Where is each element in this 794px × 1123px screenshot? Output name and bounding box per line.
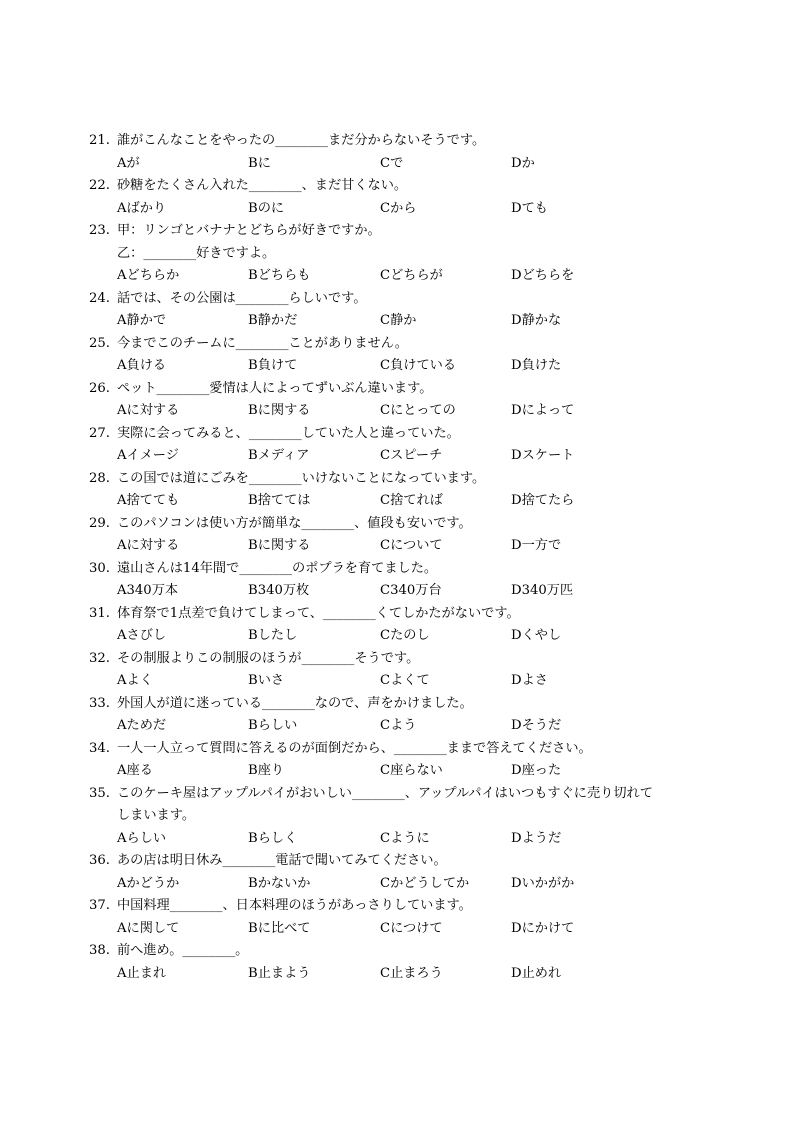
answer-option-d: D捨てたら <box>511 493 575 508</box>
answer-option-b: Bに比べて <box>248 920 311 936</box>
question-item <box>89 513 729 558</box>
question-number: 36. <box>89 853 110 868</box>
question-text: 誰がこんなことをやったの________まだ分からないそうです。 <box>117 133 486 148</box>
question-item <box>89 693 729 738</box>
answer-options <box>89 198 729 221</box>
question-text: このパソコンは使い方が簡単な________、値段も安いです。 <box>117 515 472 531</box>
answer-options <box>89 310 729 333</box>
question-stem <box>89 513 729 536</box>
answer-option-b: Bのに <box>248 200 285 216</box>
question-stem <box>89 378 729 401</box>
question-number: 28. <box>89 470 110 486</box>
answer-option-b: B340万枚 <box>248 583 310 598</box>
answer-option-d: Dようだ <box>511 830 562 846</box>
question-stem <box>89 648 729 671</box>
answer-option-b: Bしたし <box>248 628 298 643</box>
question-list <box>89 130 729 985</box>
answer-option-c: Cかどうしてか <box>380 875 470 891</box>
answer-options <box>89 265 729 288</box>
answer-option-c: Cで <box>380 155 404 171</box>
answer-option-c: C止まろう <box>380 965 443 981</box>
answer-options <box>89 535 729 558</box>
question-text: あの店は明日休み________電話で聞いてみてください。 <box>117 853 447 868</box>
question-stem <box>89 603 729 626</box>
answer-options <box>89 153 729 176</box>
question-number: 30. <box>89 560 110 576</box>
answer-option-a: Aに対する <box>117 403 180 418</box>
answer-option-a: A静かで <box>117 313 167 328</box>
question-stem <box>89 850 729 873</box>
answer-options <box>89 873 729 896</box>
question-number: 23. <box>89 223 110 238</box>
answer-option-d: Dどちらを <box>511 268 575 283</box>
question-text: 砂糖をたくさん入れた________、まだ甘くない。 <box>117 178 408 193</box>
question-text: このケーキ屋はアップルパイがおいしい________、アップルパイはいつもすぐに売り切れて <box>117 785 653 801</box>
answer-option-d: D一方で <box>511 538 562 553</box>
answer-option-b: Bどちらも <box>248 268 311 283</box>
answer-option-c: C340万台 <box>380 583 442 598</box>
question-stem <box>89 130 729 153</box>
question-number: 27. <box>89 425 110 441</box>
question-item <box>89 468 729 513</box>
question-number: 33. <box>89 695 110 711</box>
answer-option-d: Dよさ <box>511 673 548 688</box>
question-continuation <box>89 243 729 266</box>
answer-option-c: Cについて <box>380 538 443 553</box>
question-text: その制服よりこの制服のほうが________そうです。 <box>117 650 420 666</box>
answer-option-b: Bらしい <box>248 718 298 733</box>
question-text: 外国人が道に迷っている________なので、声をかけました。 <box>117 695 473 711</box>
answer-options <box>89 400 729 423</box>
question-text: 体育祭で1点差で負けてしまって、________くてしかたがないです。 <box>117 605 520 621</box>
question-item <box>89 220 729 288</box>
question-stem <box>89 940 729 963</box>
answer-option-c: Cにつけて <box>380 920 443 936</box>
answer-option-b: Bに関する <box>248 538 311 553</box>
answer-option-d: D座った <box>511 763 562 778</box>
answer-option-b: Bに <box>248 155 271 171</box>
answer-option-a: A止まれ <box>117 965 167 981</box>
answer-option-a: Aさびし <box>117 628 167 643</box>
question-continuation <box>89 805 729 828</box>
answer-option-d: D静かな <box>511 313 562 328</box>
answer-option-b: Bに関する <box>248 403 311 418</box>
answer-option-c: C静か <box>380 313 417 328</box>
answer-option-d: D負けた <box>511 358 562 373</box>
answer-option-c: Cように <box>380 830 430 846</box>
question-number: 26. <box>89 380 110 396</box>
answer-option-a: Aばかり <box>117 200 167 216</box>
question-text: 遠山さんは14年間で________のポプラを育てました。 <box>117 560 438 576</box>
question-item <box>89 378 729 423</box>
answer-option-a: Aどちらか <box>117 268 180 283</box>
question-stem <box>89 693 729 716</box>
answer-option-a: Aかどうか <box>117 875 180 891</box>
answer-option-c: Cよくて <box>380 673 430 688</box>
question-stem <box>89 333 729 356</box>
question-stem <box>89 175 729 198</box>
question-text: 甲：リンゴとバナナとどちらが好きですか。 <box>117 223 381 238</box>
answer-option-c: Cよう <box>380 718 417 733</box>
answer-option-a: A捨てても <box>117 493 180 508</box>
answer-option-a: Aためだ <box>117 718 167 733</box>
question-item <box>89 895 729 940</box>
answer-options <box>89 760 729 783</box>
question-stem <box>89 783 729 806</box>
question-number: 38. <box>89 943 110 958</box>
question-text: 今までこのチームに________ことがありません。 <box>117 335 408 351</box>
answer-option-a: Aに対する <box>117 538 180 553</box>
answer-option-d: Dスケート <box>511 448 575 463</box>
answer-option-c: C座らない <box>380 763 443 778</box>
question-item <box>89 603 729 648</box>
question-number: 34. <box>89 740 110 756</box>
answer-option-a: Aイメージ <box>117 448 179 463</box>
answer-options <box>89 918 729 941</box>
answer-option-d: Dか <box>511 155 535 171</box>
answer-option-a: A負ける <box>117 358 167 373</box>
question-item <box>89 558 729 603</box>
answer-option-a: Aに関して <box>117 920 180 936</box>
question-stem <box>89 895 729 918</box>
question-item <box>89 738 729 783</box>
question-number: 29. <box>89 515 110 531</box>
answer-options <box>89 963 729 986</box>
question-number: 24. <box>89 290 110 306</box>
question-stem <box>89 558 729 581</box>
question-text: 話では、その公園は________らしいです。 <box>117 290 367 306</box>
answer-option-d: D340万匹 <box>511 583 574 598</box>
answer-option-b: Bいさ <box>248 673 285 688</box>
answer-option-d: D止めれ <box>511 965 562 981</box>
answer-options <box>89 828 729 851</box>
question-number: 37. <box>89 898 110 913</box>
answer-options <box>89 625 729 648</box>
answer-option-d: Dそうだ <box>511 718 562 733</box>
question-text: ペット________愛情は人によってずいぶん違います。 <box>117 380 433 396</box>
question-continuation-text: しまいます。 <box>117 808 196 823</box>
answer-option-d: Dても <box>511 200 548 216</box>
answer-option-c: Cスピーチ <box>380 448 443 463</box>
answer-option-c: Cどちらが <box>380 268 443 283</box>
question-stem <box>89 220 729 243</box>
question-stem <box>89 738 729 761</box>
answer-option-c: C負けている <box>380 358 457 373</box>
answer-option-d: Dいかがか <box>511 875 575 891</box>
answer-option-b: B負けて <box>248 358 298 373</box>
question-number: 31. <box>89 605 110 621</box>
answer-option-b: B捨てては <box>248 493 311 508</box>
answer-option-b: B止まよう <box>248 965 311 981</box>
answer-option-b: B静かだ <box>248 313 298 328</box>
question-item <box>89 130 729 175</box>
question-item <box>89 648 729 693</box>
answer-options <box>89 580 729 603</box>
answer-option-a: A340万本 <box>117 583 179 598</box>
question-stem <box>89 423 729 446</box>
answer-option-c: Cにとっての <box>380 403 456 418</box>
question-text: 一人一人立って質問に答えるのが面倒だから、________ままで答えてください。 <box>117 740 592 756</box>
question-item <box>89 288 729 333</box>
answer-option-a: Aよく <box>117 673 153 688</box>
question-stem <box>89 468 729 491</box>
question-number: 22. <box>89 178 110 193</box>
question-text: この国では道にごみを________いけないことになっています。 <box>117 470 486 486</box>
question-item <box>89 783 729 851</box>
answer-options <box>89 715 729 738</box>
answer-option-a: A座る <box>117 763 153 778</box>
answer-option-a: Aらしい <box>117 830 167 846</box>
question-stem <box>89 288 729 311</box>
answer-option-b: Bらしく <box>248 830 298 846</box>
answer-option-c: C捨てれば <box>380 493 443 508</box>
answer-option-c: Cたのし <box>380 628 430 643</box>
question-text: 中国料理________、日本料理のほうがあっさりしています。 <box>117 898 472 913</box>
question-item <box>89 175 729 220</box>
answer-options <box>89 445 729 468</box>
question-number: 35. <box>89 785 110 801</box>
question-number: 32. <box>89 650 110 666</box>
answer-option-d: Dにかけて <box>511 920 575 936</box>
question-number: 25. <box>89 335 110 351</box>
question-text: 実際に会ってみると、________していた人と違っていた。 <box>117 425 460 441</box>
answer-option-d: Dによって <box>511 403 575 418</box>
question-item <box>89 333 729 378</box>
answer-option-b: Bかないか <box>248 875 311 891</box>
answer-option-c: Cから <box>380 200 417 216</box>
question-item <box>89 423 729 468</box>
answer-option-b: Bメディア <box>248 448 310 463</box>
answer-options <box>89 355 729 378</box>
question-continuation-text: 乙：________好きですよ。 <box>117 245 276 261</box>
question-item <box>89 850 729 895</box>
question-text: 前へ進め。________。 <box>117 943 249 958</box>
question-number: 21. <box>89 133 110 148</box>
answer-options <box>89 490 729 513</box>
answer-option-d: Dくやし <box>511 628 562 643</box>
question-item <box>89 940 729 985</box>
answer-options <box>89 670 729 693</box>
answer-option-b: B座り <box>248 763 285 778</box>
answer-option-a: Aが <box>117 155 140 171</box>
